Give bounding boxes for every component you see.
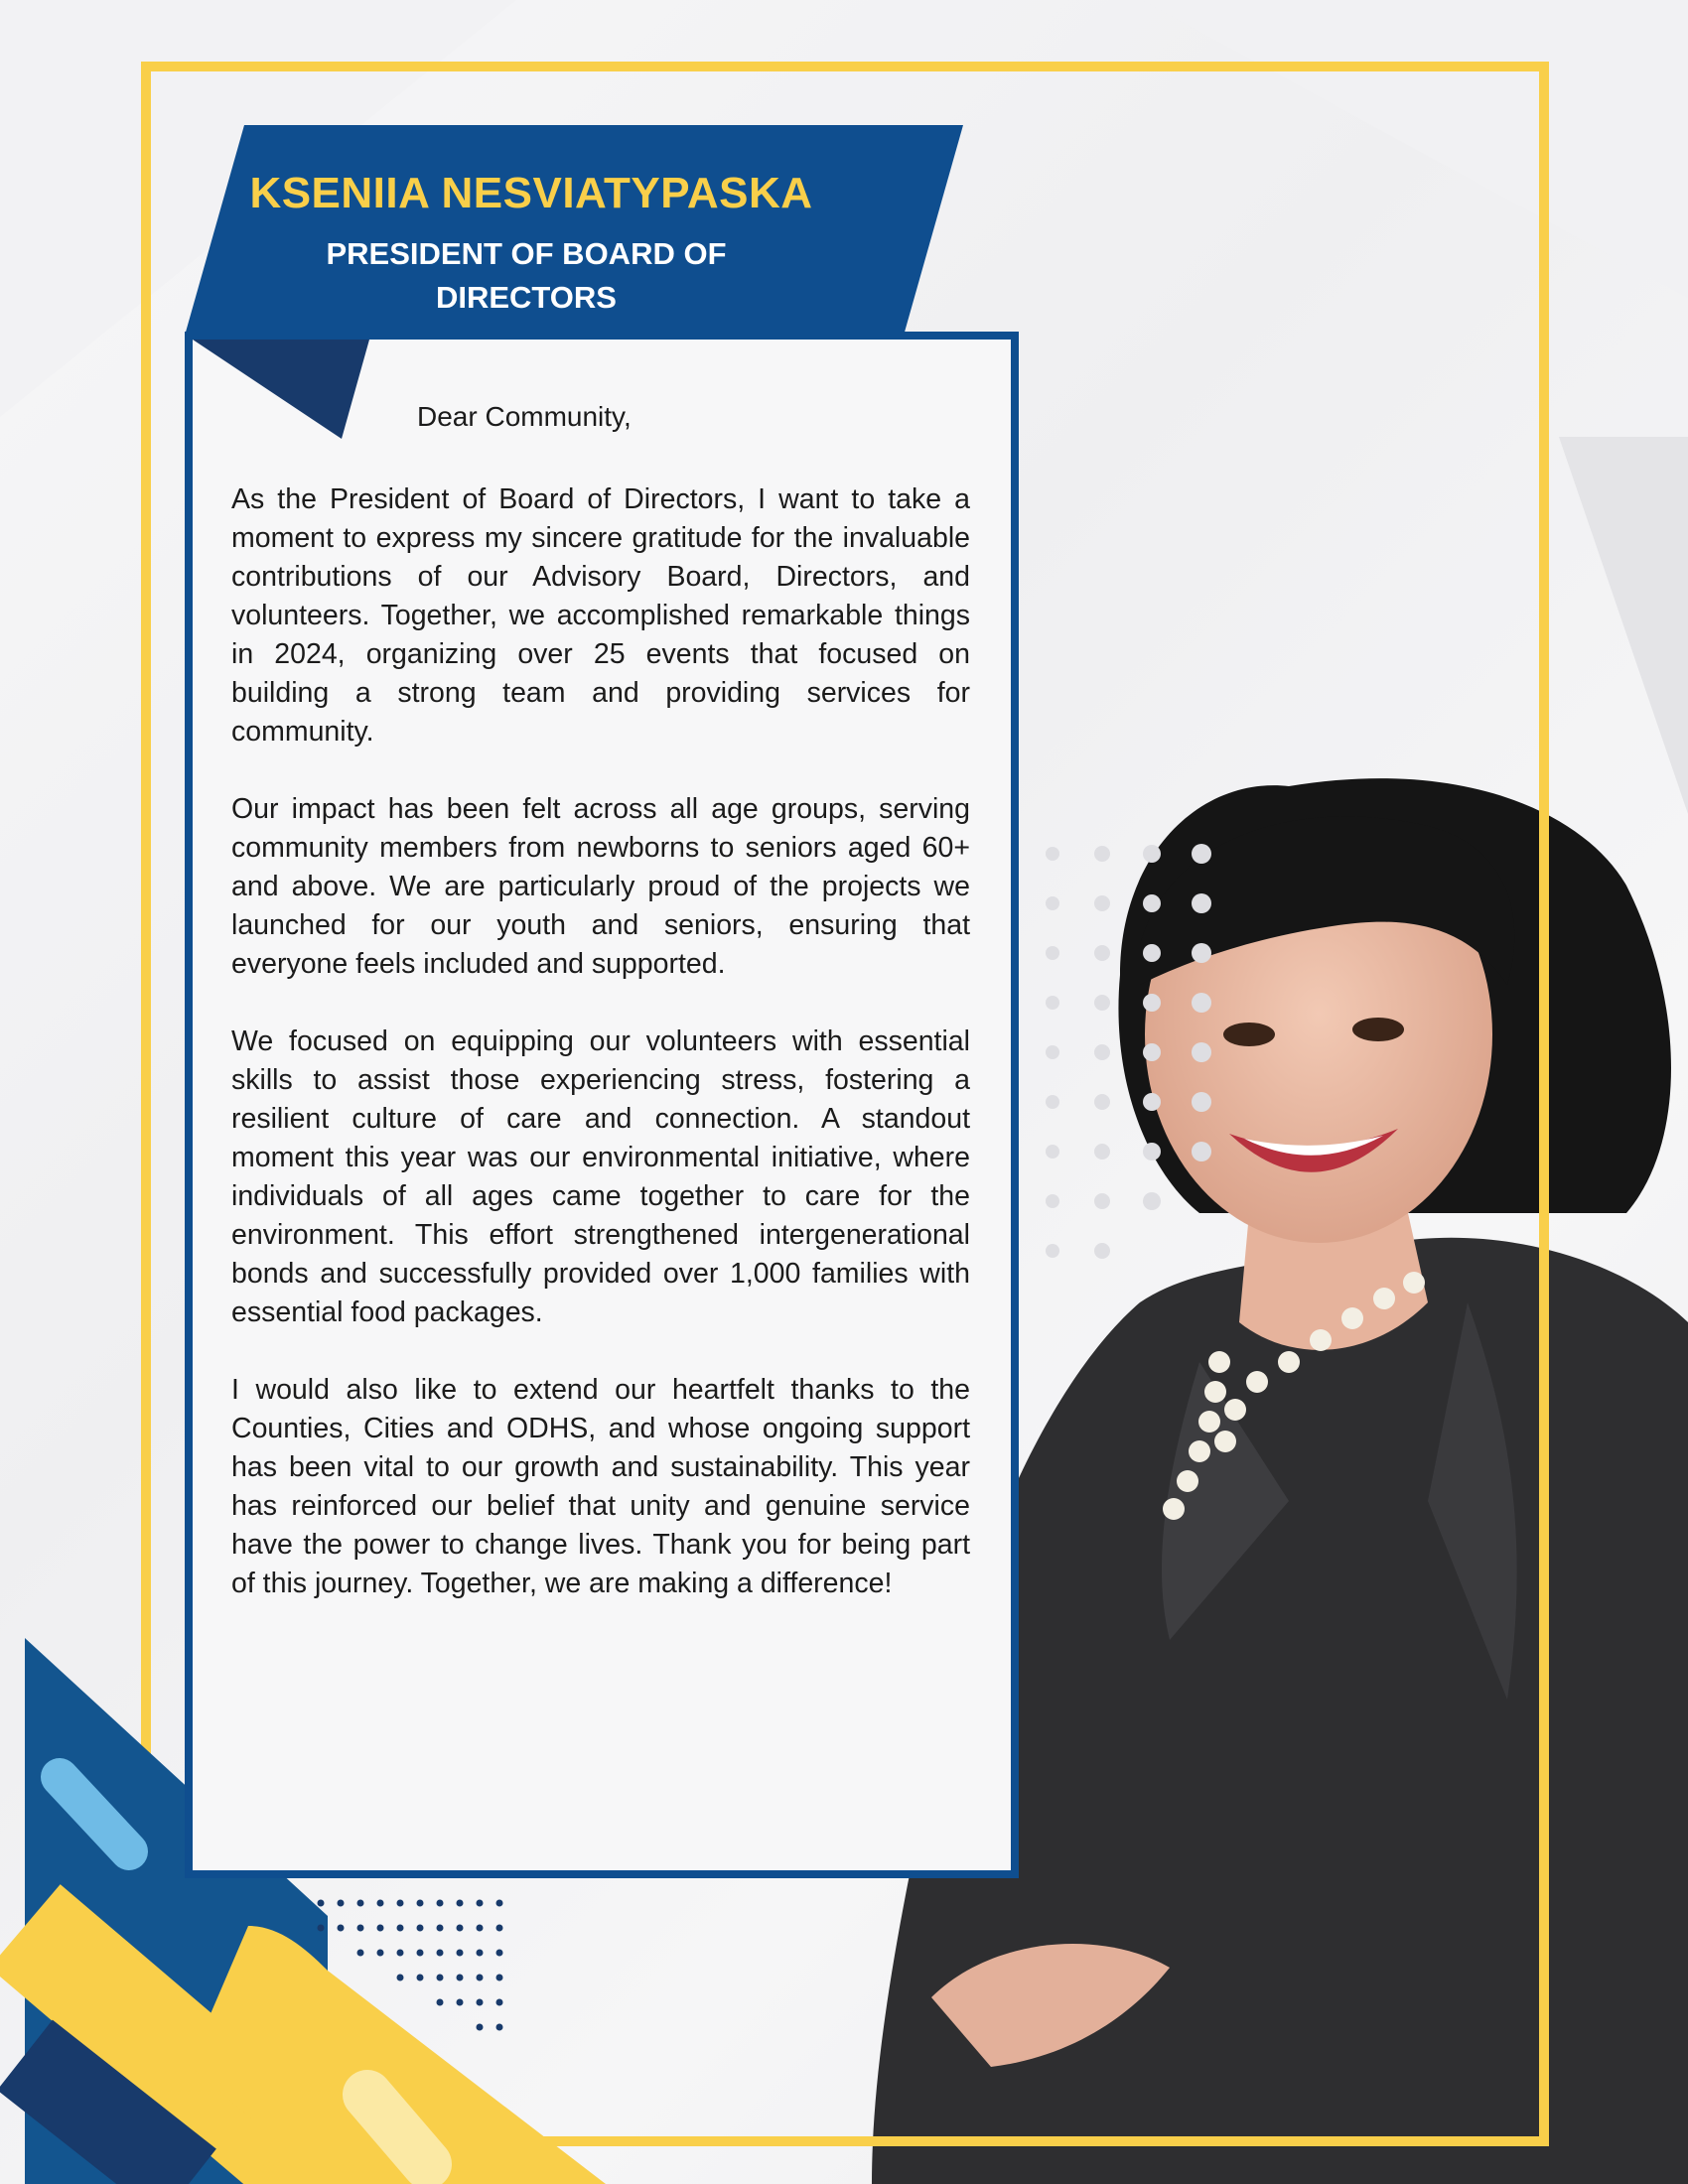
letter-paragraph: We focused on equipping our volunteers with essential skills to assist those experiencing stress, fostering a resilient culture of care and connection. A standout moment this year was our environmental initiative, where individuals of all ages came together to care for the environment. This effort strengthened intergenerational bonds and successfully provided over 1,000 families with essential food packages.: [231, 1025, 970, 1328]
letter-paragraph: Our impact has been felt across all age groups, serving community members from newborns to seniors aged 60+ and above. We are particularly proud of the projects we launched for our youth and seniors, ensuring that everyone feels included and supported.: [231, 793, 970, 980]
president-role: PRESIDENT OF BOARD OF DIRECTORS: [326, 236, 727, 315]
letter-salutation: Dear Community,: [417, 401, 632, 432]
dot-pattern-bottom: [316, 1898, 514, 2037]
letter-body: [231, 480, 970, 1642]
president-name: KSENIIA NESVIATYPASKA: [249, 169, 813, 217]
letter-paragraph: As the President of Board of Directors, I want to take a moment to express my sincere gratitude for the invaluable contributions of our Advisory Board, Directors, and volunteers. Together, we accomplished remarkable things in 2024, organizing over 25 events that focused on building a strong team and providing services for community.: [231, 483, 970, 748]
letter-paragraph: I would also like to extend our heartfelt thanks to the Counties, Cities and ODHS, and whose ongoing support has been vital to our growth and sustainability. This year has reinforced our belief that unity and genuine service have the power to change lives. Thank you for being part of this journey. Together, we are making a difference!: [231, 1374, 970, 1599]
